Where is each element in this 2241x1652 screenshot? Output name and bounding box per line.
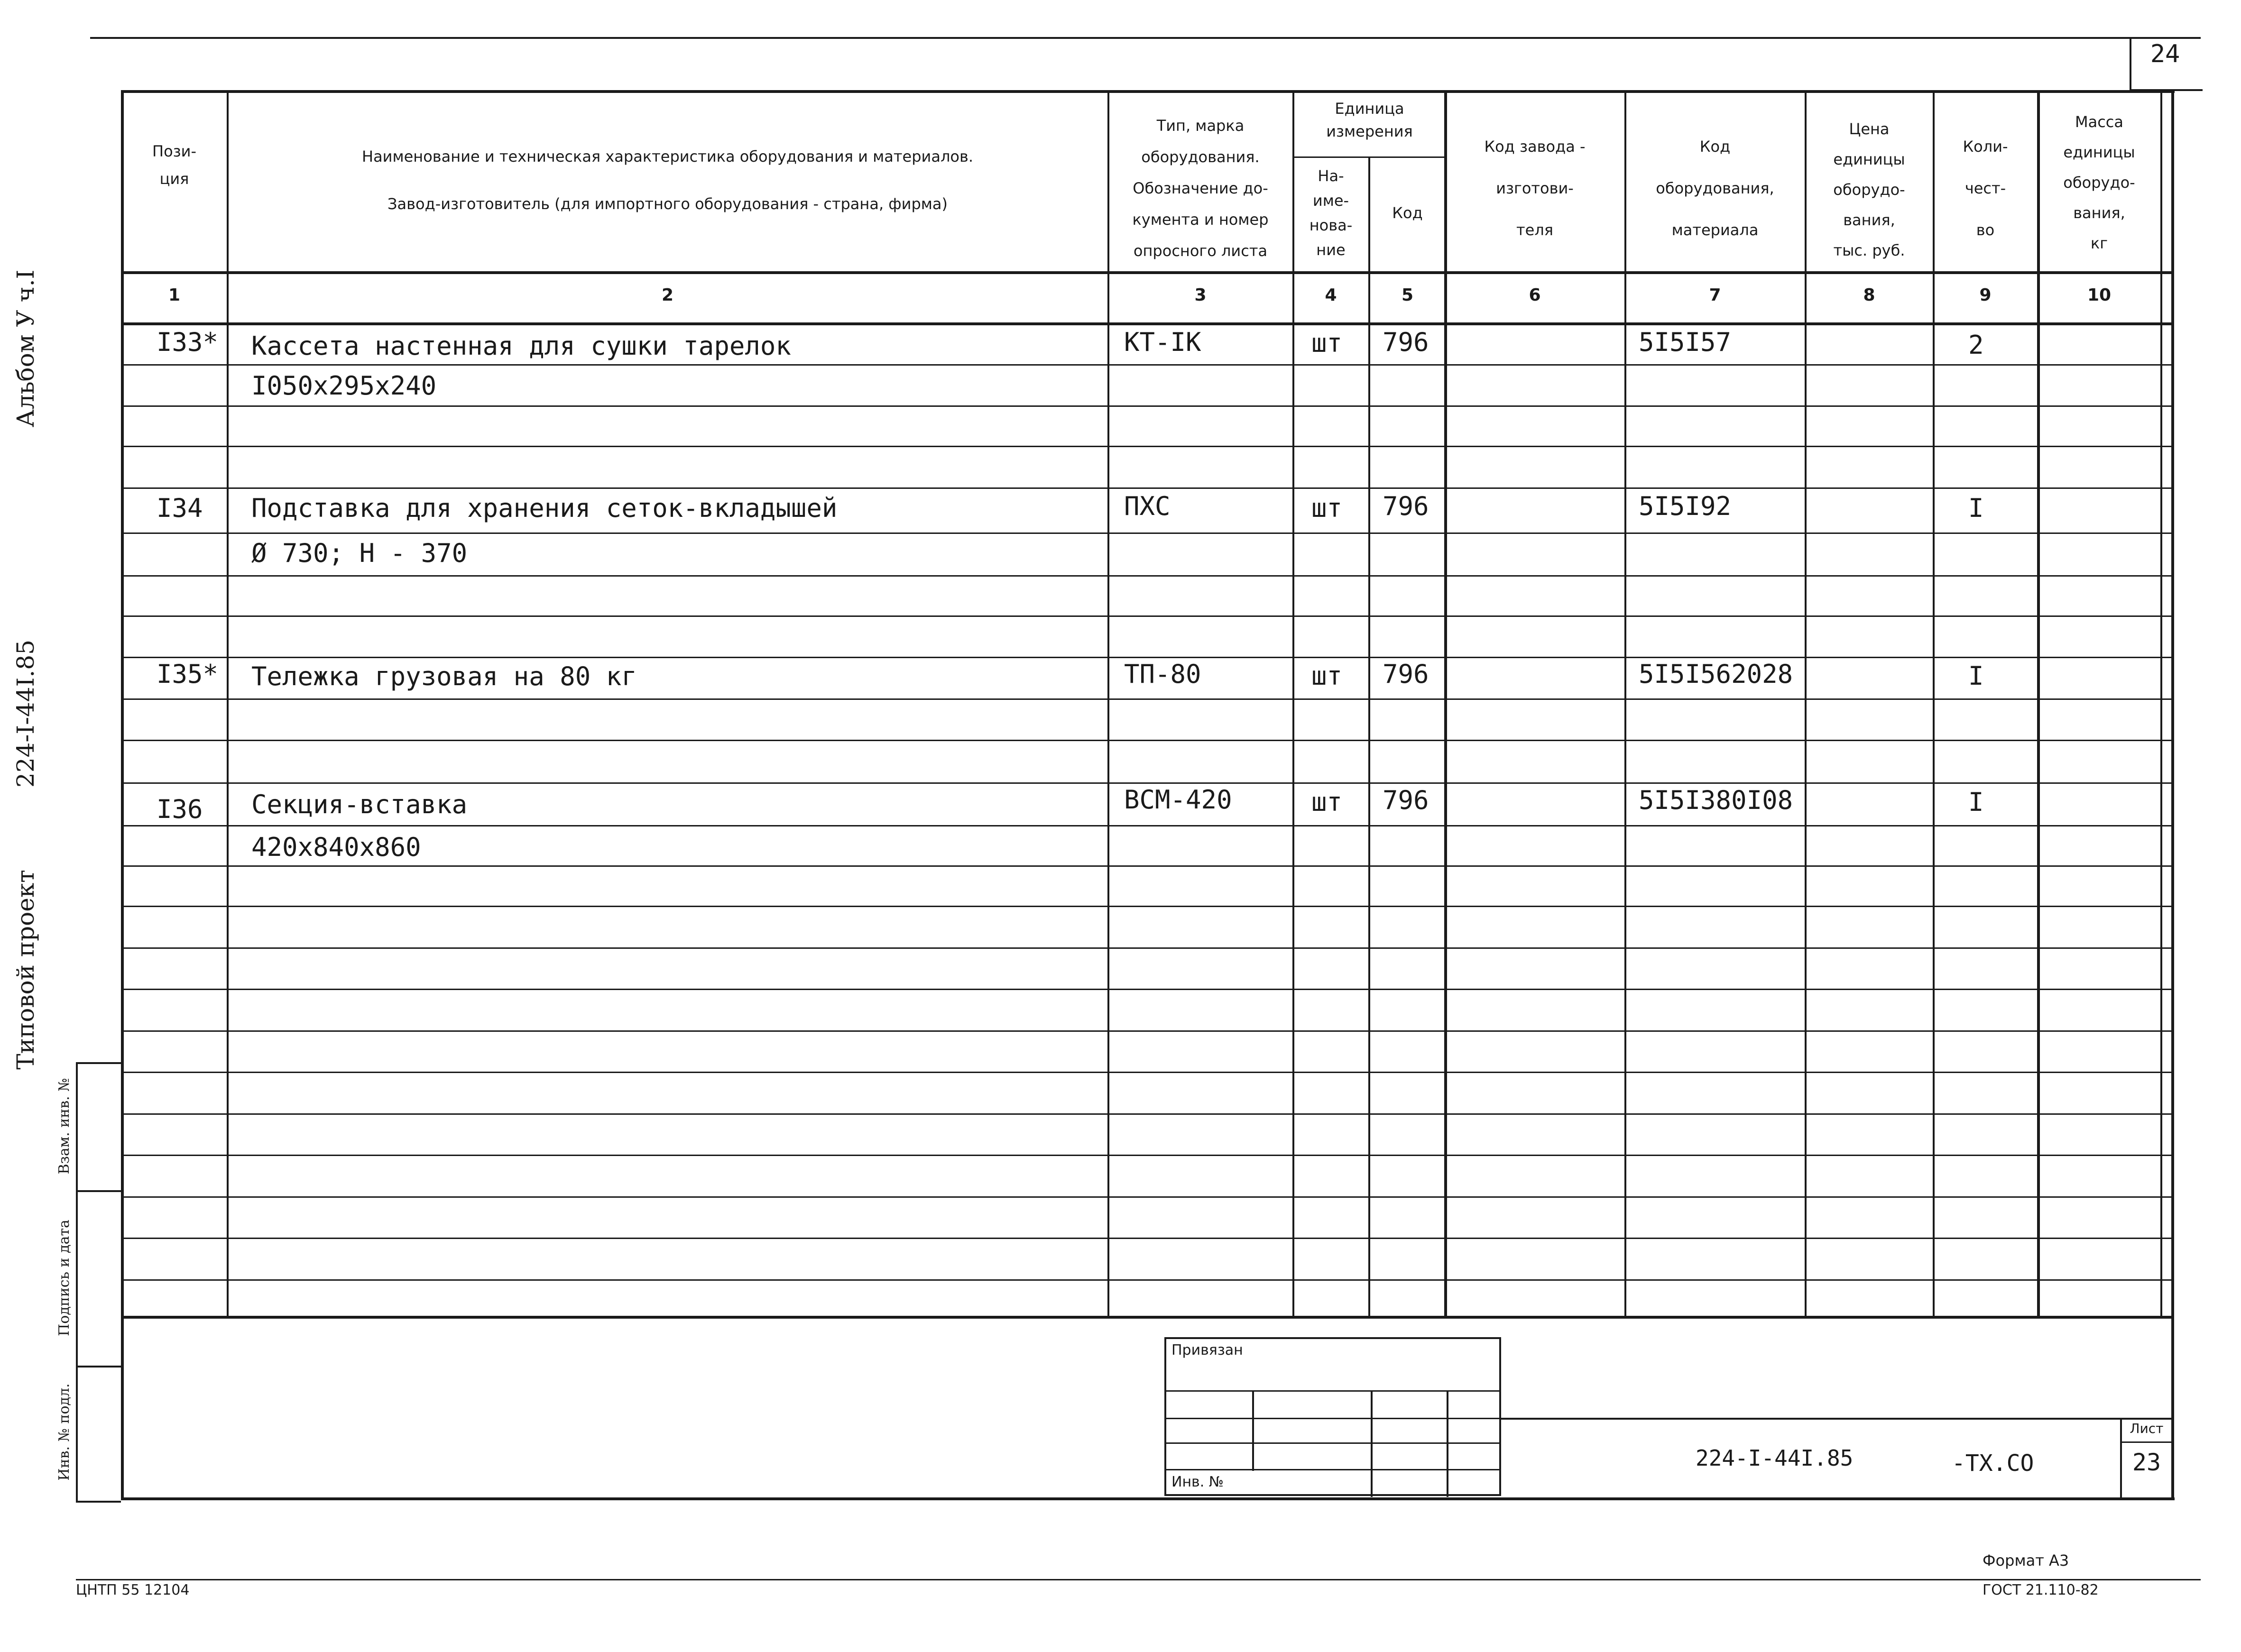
binding-col (1371, 1390, 1373, 1497)
item-qty: I (1968, 787, 1984, 817)
sidebar-album: Альбом У ч.I (12, 269, 39, 428)
stamp-line (76, 1062, 121, 1064)
row-line (121, 865, 2171, 867)
item-type: КТ-IК (1124, 327, 1201, 357)
item-name: Подставка для хранения сеток-вкладышей (251, 493, 838, 523)
row-line (121, 1238, 2171, 1239)
row-line (121, 947, 2171, 949)
doc-suffix: -TX.CO (1952, 1450, 2034, 1477)
item-equip-code: 5I5I57 (1639, 327, 1732, 357)
row-line (121, 1279, 2171, 1281)
header-bottom-line (121, 271, 2171, 274)
item-unit: шт (1311, 328, 1343, 358)
item-type: ПХС (1124, 491, 1171, 521)
col-line-5 (1444, 90, 1447, 1316)
row-line (121, 487, 2171, 489)
col-number: 4 (1325, 285, 1337, 305)
header-col4: На- име- нова- ние (1309, 167, 1353, 259)
format-label: Формат А3 (1983, 1551, 2069, 1569)
item-equip-code: 5I5I562028 (1639, 659, 1793, 689)
row-line (121, 657, 2171, 658)
stamp-line (76, 1190, 121, 1192)
row-line (121, 1155, 2171, 1156)
doc-code: 224-I-44I.85 (1696, 1445, 1854, 1471)
item-qty: I (1968, 493, 1984, 523)
item-position: I33* (157, 327, 219, 357)
sheet-label: Лист (2130, 1421, 2164, 1436)
printer-code: ЦНТП 55 12104 (76, 1582, 190, 1598)
binding-block (1164, 1337, 1501, 1496)
item-unit-code: 796 (1383, 659, 1429, 689)
row-line (121, 615, 2171, 617)
header-col7: Код оборудования, материала (1656, 138, 1774, 239)
header-col10: Масса единицы оборудо- вания, кг (2063, 113, 2135, 252)
row-line (121, 740, 2171, 741)
item-spec: 420x840x860 (251, 832, 421, 862)
col-number: 7 (1709, 285, 1721, 305)
frame-top (121, 90, 2175, 93)
row-line (121, 698, 2171, 700)
header-col8: Цена единицы оборудо- вания, тыс. руб. (1833, 120, 1905, 259)
item-qty: 2 (1968, 330, 1984, 360)
col-number: 9 (1979, 285, 1992, 305)
col-number: 8 (1863, 285, 1875, 305)
row-line (121, 1113, 2171, 1115)
item-position: I34 (157, 493, 203, 523)
table-bottom-line (121, 1316, 2171, 1319)
row-line (121, 405, 2171, 407)
item-unit-code: 796 (1383, 491, 1429, 521)
row-line (121, 1030, 2171, 1032)
row-line (121, 825, 2171, 826)
header-col3: Тип, марка оборудования. Обозначение до- кумента и номер опросного листа (1132, 117, 1269, 260)
col-line-10 (2160, 90, 2162, 1316)
col-line-4 (1368, 156, 1370, 1316)
col-number: 10 (2087, 285, 2112, 305)
col-number: 5 (1401, 285, 1414, 305)
header-numbers-line (121, 322, 2171, 325)
row-line (121, 575, 2171, 577)
stamp-orig-inv: Инв. № подл. (56, 1383, 73, 1481)
col-number: 1 (168, 285, 181, 305)
binding-col (1252, 1390, 1254, 1471)
row-line (121, 446, 2171, 447)
col-line-7 (1805, 90, 1807, 1316)
row-line (121, 989, 2171, 990)
col-line-9 (2037, 90, 2040, 1316)
header-col2: Наименование и техническая характеристика оборудования и материалов. Завод-изготовитель (для импортного оборудования - страна, фирма) (362, 147, 973, 213)
binding-line (1164, 1418, 1501, 1419)
binding-line (1164, 1469, 1501, 1470)
item-type: ВСМ-420 (1124, 785, 1232, 815)
item-name: Секция-вставка (251, 789, 468, 819)
row-line (121, 906, 2171, 907)
stamp-inv-no: Взам. инв. № (56, 1078, 73, 1175)
sidebar-project-code: 224-I-44I.85 (12, 640, 39, 788)
header-col9: Коли- чест- во (1963, 138, 2008, 239)
col-number: 6 (1529, 285, 1541, 305)
header-col6: Код завода - изготови- теля (1484, 138, 1586, 239)
col-line-6 (1624, 90, 1626, 1316)
item-position: I36 (157, 794, 203, 824)
item-equip-code: 5I5I92 (1639, 491, 1732, 521)
item-unit: шт (1311, 493, 1343, 523)
stamp-sign-date: Подпись и дата (56, 1220, 73, 1336)
row-line (121, 364, 2171, 366)
col-line-2 (1107, 90, 1109, 1316)
col-line-8 (1933, 90, 1935, 1316)
row-line (121, 1196, 2171, 1198)
page-number-top: 24 (2150, 40, 2180, 68)
item-name: Кассета настенная для сушки тарелок (251, 331, 791, 361)
binding-inv-label: Инв. № (1171, 1474, 1224, 1490)
sheet-box-line (2120, 1441, 2172, 1443)
row-line (121, 1072, 2171, 1073)
binding-line (1164, 1390, 1501, 1392)
stamp-divider (76, 1062, 78, 1501)
header-unit-group: Единица измерения (1326, 100, 1413, 140)
stamp-line (76, 1366, 121, 1367)
binding-bound-label: Привязан (1171, 1342, 1243, 1358)
item-qty: I (1968, 661, 1984, 691)
item-unit-code: 796 (1383, 327, 1429, 357)
title-block-top (1501, 1418, 2172, 1420)
header-col5: Код (1392, 204, 1423, 222)
item-unit: шт (1311, 661, 1343, 691)
gost-label: ГОСТ 21.110-82 (1983, 1582, 2099, 1598)
item-spec: I050x295x240 (251, 371, 437, 401)
top-rule (90, 37, 2201, 39)
item-unit-code: 796 (1383, 785, 1429, 815)
col-line-1 (227, 90, 229, 1316)
binding-line (1164, 1442, 1501, 1444)
frame-right (2171, 90, 2174, 1498)
footer-rule (76, 1579, 2201, 1580)
item-spec: Ø 730; Н - 370 (251, 538, 468, 568)
item-name: Тележка грузовая на 80 кг (251, 661, 637, 691)
header-col1: Пози- ция (152, 142, 196, 188)
col-number: 2 (661, 285, 674, 305)
col-line-3 (1292, 90, 1294, 1316)
item-type: ТП-80 (1124, 659, 1201, 689)
row-line (121, 782, 2171, 784)
row-line (121, 532, 2171, 534)
item-position: I35* (157, 659, 219, 689)
item-equip-code: 5I5I380I08 (1639, 785, 1793, 815)
sheet-number: 23 (2132, 1449, 2161, 1476)
col-number: 3 (1194, 285, 1207, 305)
sidebar-project-type: Типовой проект (12, 870, 39, 1070)
item-unit: шт (1311, 787, 1343, 817)
binding-col (1447, 1390, 1448, 1497)
frame-bottom (121, 1497, 2175, 1500)
stamp-line (76, 1501, 121, 1503)
